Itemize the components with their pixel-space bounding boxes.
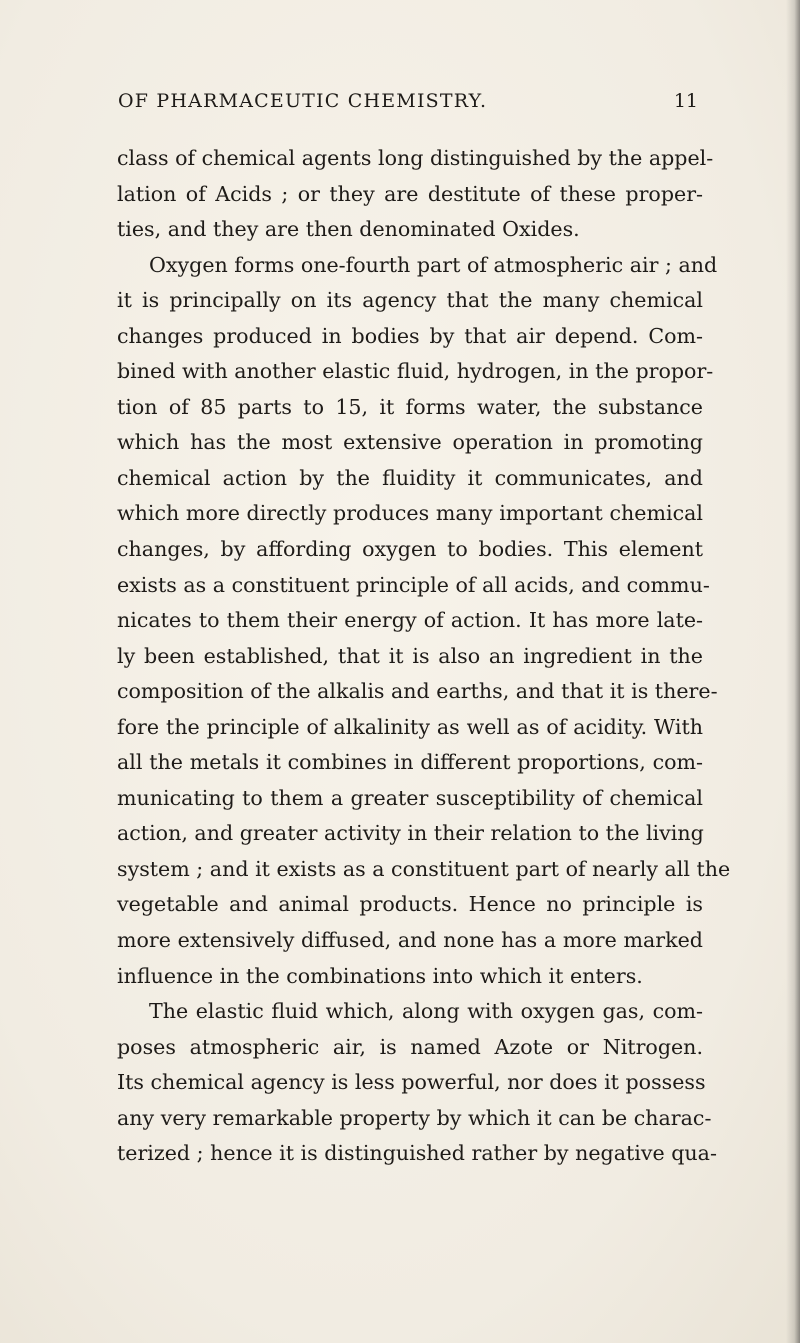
paragraph-start-line: The elastic fluid which, along with oxygen gas, com- — [149, 999, 703, 1024]
text-line: it is principally on its agency that the many chemical — [117, 288, 703, 313]
page-header — [118, 90, 698, 120]
text-line: ties, and they are then denominated Oxides. — [117, 217, 580, 242]
text-line: exists as a constituent principle of all acids, and commu- — [117, 572, 710, 597]
text-line: all the metals it combines in different proportions, com- — [117, 750, 703, 775]
text-line: tion of 85 parts to 15, it forms water, the substance — [117, 394, 703, 419]
text-line: municating to them a greater susceptibility of chemical — [117, 785, 703, 810]
text-line: action, and greater activity in their relation to the living — [117, 821, 704, 846]
running-title: OF PHARMACEUTIC CHEMISTRY. — [118, 90, 488, 112]
text-line: changes produced in bodies by that air depend. Com- — [117, 323, 703, 348]
text-line: which has the most extensive operation in promoting — [117, 430, 703, 455]
text-line: bined with another elastic fluid, hydrogen, in the propor- — [117, 359, 714, 384]
text-line: Its chemical agency is less powerful, nor does it possess — [117, 1070, 706, 1095]
text-line: composition of the alkalis and earths, and that it is there- — [117, 679, 718, 704]
text-line: changes, by affording oxygen to bodies. This element — [117, 537, 703, 562]
text-line: fore the principle of alkalinity as well as of acidity. With — [117, 714, 703, 739]
text-line: nicates to them their energy of action. It has more late- — [117, 608, 703, 633]
page-number: 11 — [673, 90, 698, 112]
body-text — [117, 141, 731, 1172]
text-line: class of chemical agents long distinguished by the appel- — [117, 146, 714, 170]
text-line: more extensively diffused, and none has a more marked — [117, 928, 703, 953]
text-line: lation of Acids ; or they are destitute of these proper- — [117, 181, 703, 206]
text-line: poses atmospheric air, is named Azote or Nitrogen. — [117, 1034, 703, 1059]
text-line: chemical action by the fluidity it communicates, and — [117, 465, 703, 490]
text-line: terized ; hence it is distinguished rather by negative qua- — [117, 1141, 717, 1166]
text-line: ly been established, that it is also an ingredient in the — [117, 643, 703, 668]
text-line: which more directly produces many important chemical — [117, 501, 703, 526]
text-line: any very remarkable property by which it can be charac- — [117, 1105, 712, 1130]
text-line: influence in the combinations into which it enters. — [117, 963, 643, 988]
text-line: vegetable and animal products. Hence no principle is — [117, 892, 703, 917]
text-line: system ; and it exists as a constituent part of nearly all the — [117, 856, 731, 881]
page-edge-shadow — [786, 0, 800, 1343]
paragraph-start-line: Oxygen forms one-fourth part of atmospheric air ; and — [149, 252, 718, 277]
